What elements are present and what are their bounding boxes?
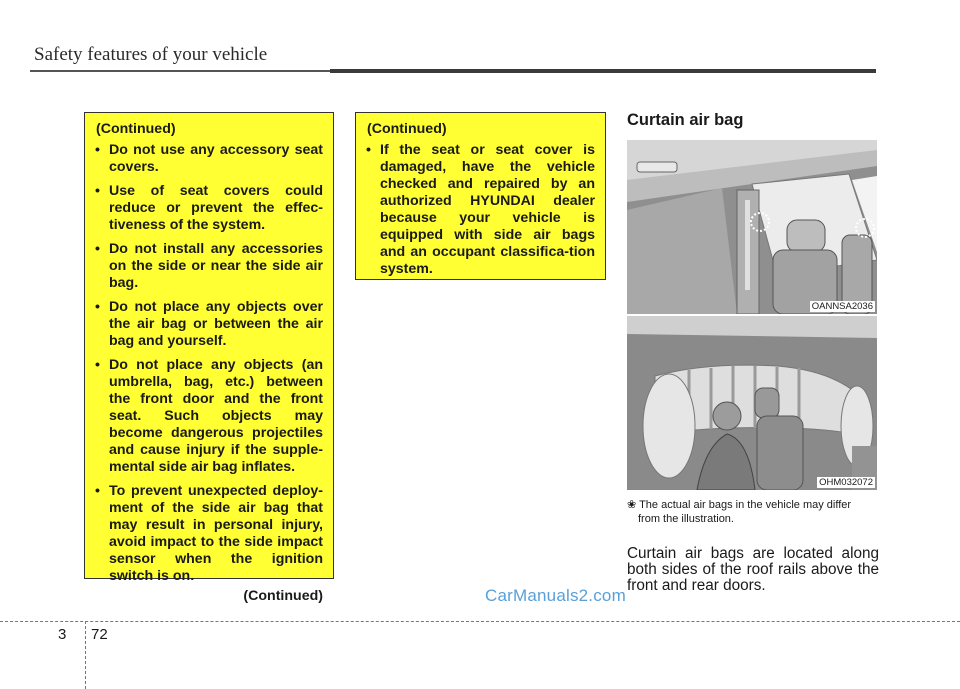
note-line: from the illustration. xyxy=(638,513,734,525)
chapter-number: 3 xyxy=(58,626,67,643)
warning-item: • Do not use any accessory seat covers. xyxy=(95,142,323,176)
warning-item: • To prevent unexpected deploy-ment of the side air bag that may result in personal injury, avoid impact to the side impact sensor when the ignition switch is on. xyxy=(95,483,323,585)
header-rule-thick xyxy=(330,69,876,73)
continued-label-top: (Continued) xyxy=(96,121,176,137)
continued-label-bottom: (Continued) xyxy=(243,588,323,604)
section-body-text: Curtain air bags are located along both sides of the roof rails above the front and rear doors. xyxy=(627,545,879,594)
header-rule-thin xyxy=(30,70,330,72)
continued-label-top: (Continued) xyxy=(367,121,447,137)
page-header-title: Safety features of your vehicle xyxy=(34,44,268,65)
curtain-airbag-deployed-illustration xyxy=(627,316,877,490)
illustration-note xyxy=(627,498,879,526)
warning-list-left xyxy=(95,142,323,585)
car-interior-icon xyxy=(627,140,877,314)
warning-item: • Use of seat covers could reduce or prevent the effec-tiveness of the system. xyxy=(95,183,323,234)
warning-item: • Do not install any accessories on the side or near the side air bag. xyxy=(95,241,323,292)
watermark-link[interactable]: CarManuals2.com xyxy=(485,586,626,605)
curtain-airbag-location-illustration xyxy=(627,140,877,314)
warning-item: • Do not place any objects (an umbrella, bag, etc.) between the front door and the front seat. Such objects may become dangerous projectiles and cause injury if the supple-mental side air bag inflates. xyxy=(95,357,323,476)
note-line: ❀ The actual air bags in the vehicle may differ xyxy=(627,499,852,511)
illustration-code: OANNSA2036 xyxy=(811,301,873,312)
warning-item: • Do not place any objects over the air bag or between the air bag and yourself. xyxy=(95,299,323,350)
warning-box-left xyxy=(84,112,334,604)
section-title: Curtain air bag xyxy=(627,111,744,129)
warning-box-middle xyxy=(355,112,606,280)
illustration-code: OHM032072 xyxy=(819,477,873,488)
warning-list-middle xyxy=(366,142,595,278)
warning-item: • If the seat or seat cover is damaged, have the vehicle checked and repaired by an authorized HYUNDAI dealer because your vehicle is equipped with side air bags and an occupant classifica-tion system. xyxy=(366,142,595,278)
footer-vertical-divider xyxy=(85,621,86,689)
deployed-airbag-icon xyxy=(627,316,877,490)
footer-divider xyxy=(0,621,960,622)
page-number: 72 xyxy=(91,626,108,643)
